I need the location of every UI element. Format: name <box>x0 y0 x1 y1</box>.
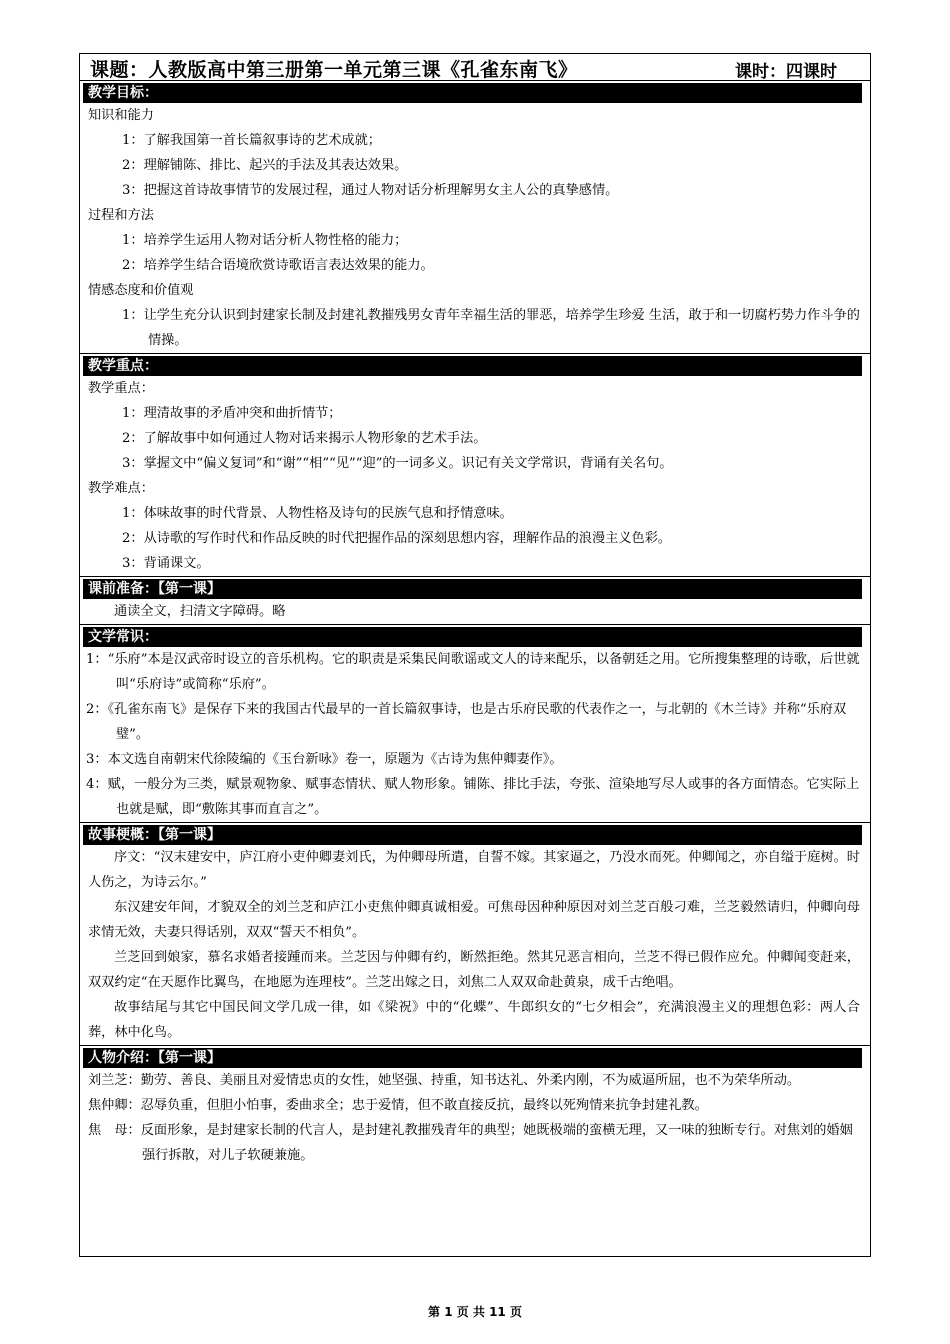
focus-difficulty-label: 教学难点： <box>88 481 154 496</box>
focus-key-item: 3：掌握文中“偏义复词”和“谢”“相”“见”“迎”的一词多义。识记有关文学常识，背诵有关名句。 <box>122 456 673 471</box>
section-header-literature: 文学常识： <box>83 627 862 647</box>
focus-key-item: 1：理清故事的矛盾冲突和曲折情节； <box>122 406 342 421</box>
prep-text: 通读全文，扫清文字障碍。略 <box>114 604 286 619</box>
character-item: 焦仲卿：忍辱负重，但胆小怕事，委曲求全；忠于爱情，但不敢直接反抗，最终以死殉情来抗争封建礼教。 <box>88 1098 708 1113</box>
goals-knowledge-item: 3：把握这首诗故事情节的发展过程，通过人物对话分析理解男女主人公的真挚感情。 <box>122 183 619 198</box>
literature-item: 1：“乐府”本是汉武帝时设立的音乐机构。它的职责是采集民间歌谣或文人的诗来配乐，以备朝廷之用。它所搜集整理的诗歌，后世就叫“乐府诗”或简称“乐府”。 <box>86 652 860 692</box>
literature-item: 3：本文选自南朝宋代徐陵编的《玉台新咏》卷一，原题为《古诗为焦仲卿妻作》。 <box>86 752 563 767</box>
goals-method-label: 过程和方法 <box>88 208 154 223</box>
literature-item: 4：赋，一般分为三类，赋景观物象、赋事态情状、赋人物形象。铺陈、排比手法，夸张、渲染地写尽人或事的各方面情态。它实际上也就是赋，即“敷陈其事而直言之”。 <box>86 777 860 817</box>
character-item: 焦 母：反面形象，是封建家长制的代言人，是封建礼教摧残青年的典型；她既极端的蛮横无理，又一味的独断专行。对焦刘的婚姻强行拆散，对儿子软硬兼施。 <box>88 1123 853 1163</box>
section-header-prep: 课前准备：【第一课】 <box>83 579 862 599</box>
page-number: 第 1 页 共 11 页 <box>428 1305 522 1319</box>
lesson-title: 课题：人教版高中第三册第一单元第三课《孔雀东南飞》 <box>90 59 578 81</box>
goals-values-item: 1：让学生充分认识到封建家长制及封建礼教摧残男女青年幸福生活的罪恶，培养学生珍爱 生活，敢于和一切腐朽势力作斗争的情操。 <box>122 308 860 348</box>
focus-difficulty-item: 3：背诵课文。 <box>122 556 210 571</box>
prep-section <box>80 599 870 624</box>
title-row <box>80 54 870 81</box>
story-paragraph: 兰芝回到娘家，慕名求婚者接踵而来。兰芝因与仲卿有约，断然拒绝。然其兄恶言相向，兰芝不得已假作应允。仲卿闻变赶来，双双约定“在天愿作比翼鸟，在地愿为连理枝”。兰芝出嫁之日，刘焦二人双双命赴黄泉，成千古绝唱。 <box>88 950 860 990</box>
focus-difficulty-item: 1：体味故事的时代背景、人物性格及诗句的民族气息和抒情意味。 <box>122 506 513 521</box>
focus-difficulty-item: 2：从诗歌的写作时代和作品反映的时代把握作品的深刻思想内容，理解作品的浪漫主义色彩。 <box>122 531 672 546</box>
literature-item: 2：《孔雀东南飞》是保存下来的我国古代最早的一首长篇叙事诗，也是古乐府民歌的代表作之一，与北朝的《木兰诗》并称“乐府双璧”。 <box>86 702 847 742</box>
section-header-focus: 教学重点： <box>83 356 862 376</box>
focus-key-label: 教学重点： <box>88 381 154 396</box>
goals-method-item: 1：培养学生运用人物对话分析人物性格的能力； <box>122 233 408 248</box>
lesson-hours: 课时：四课时 <box>735 62 837 82</box>
characters-section <box>80 1068 870 1168</box>
section-header-goals: 教学目标： <box>83 83 862 103</box>
goals-values-label: 情感态度和价值观 <box>88 283 194 298</box>
section-header-story: 故事梗概：【第一课】 <box>83 825 862 845</box>
literature-section <box>80 647 870 822</box>
goals-knowledge-item: 1：了解我国第一首长篇叙事诗的艺术成就； <box>122 133 381 148</box>
story-paragraph: 东汉建安年间，才貌双全的刘兰芝和庐江小吏焦仲卿真诚相爱。可焦母因种种原因对刘兰芝百般刁难，兰芝毅然请归，仲卿向母求情无效，夫妻只得话别，双双“誓天不相负”。 <box>88 900 860 940</box>
section-header-characters: 人物介绍：【第一课】 <box>83 1048 862 1068</box>
goals-section <box>80 103 870 353</box>
goals-knowledge-label: 知识和能力 <box>88 108 154 123</box>
lesson-plan-sheet <box>79 53 871 1257</box>
story-paragraph: 序文：“汉末建安中，庐江府小吏仲卿妻刘氏，为仲卿母所遣，自誓不嫁。其家逼之，乃没水而死。仲卿闻之，亦自缢于庭树。时人伤之，为诗云尔。” <box>88 850 860 890</box>
goals-method-item: 2：培养学生结合语境欣赏诗歌语言表达效果的能力。 <box>122 258 434 273</box>
character-item: 刘兰芝：勤劳、善良、美丽且对爱情忠贞的女性，她坚强、持重，知书达礼、外柔内刚，不为威逼所屈，也不为荣华所动。 <box>88 1073 801 1088</box>
focus-key-item: 2：了解故事中如何通过人物对话来揭示人物形象的艺术手法。 <box>122 431 487 446</box>
story-paragraph: 故事结尾与其它中国民间文学几成一律，如《梁祝》中的“化蝶”、牛郎织女的“七夕相会”，充满浪漫主义的理想色彩：两人合葬，林中化鸟。 <box>88 1000 860 1040</box>
story-section <box>80 845 870 1045</box>
goals-knowledge-item: 2：理解铺陈、排比、起兴的手法及其表达效果。 <box>122 158 408 173</box>
focus-section <box>80 376 870 576</box>
